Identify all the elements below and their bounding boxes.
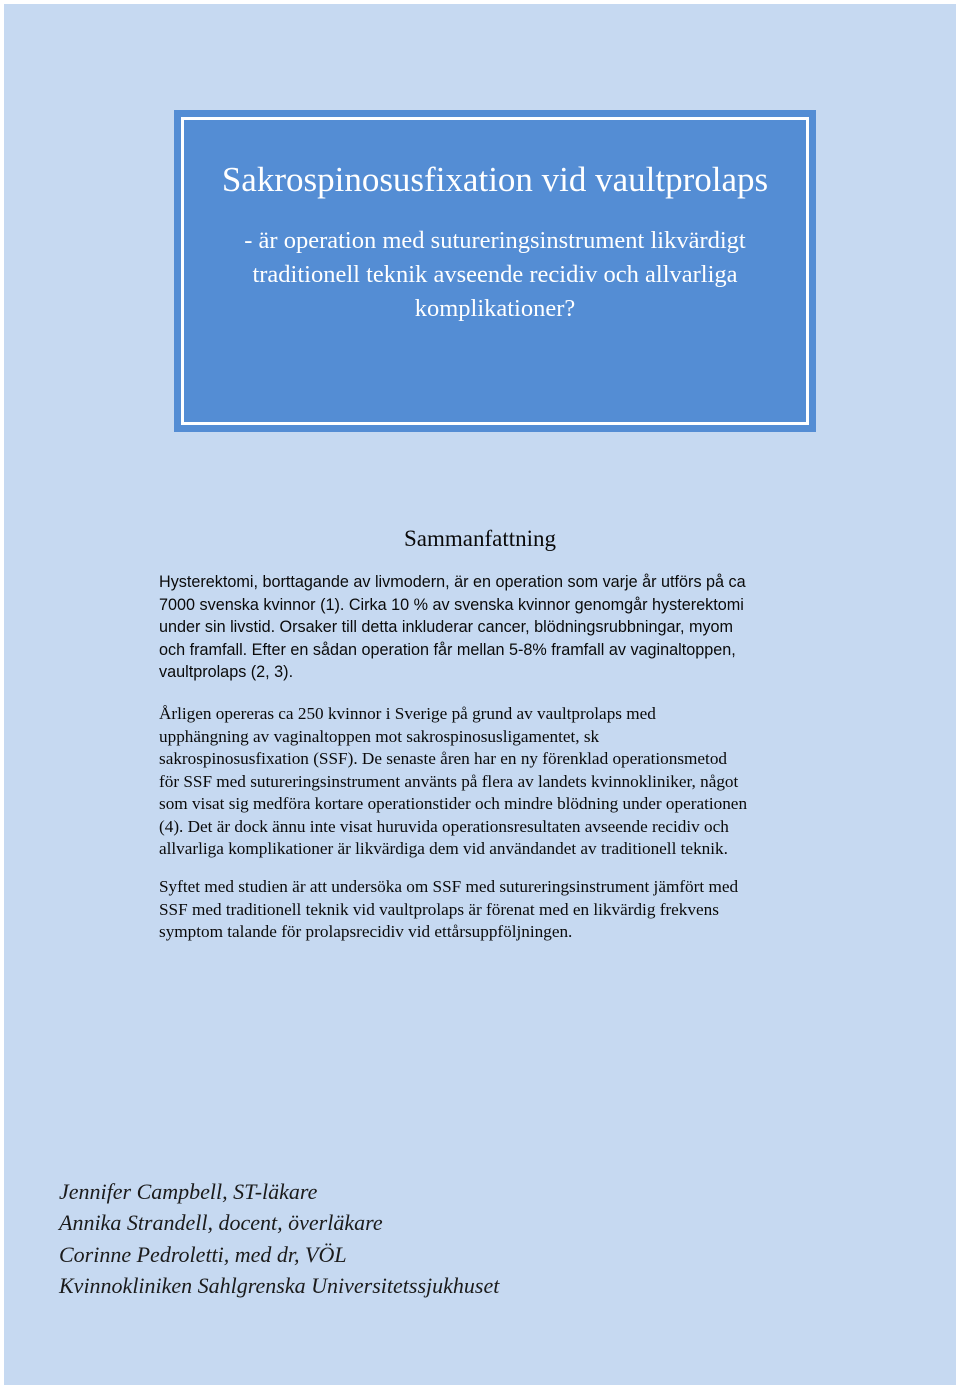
section-heading: Sammanfattning bbox=[403, 526, 557, 551]
document-subtitle bbox=[184, 224, 806, 326]
paragraph-line: (4). Det är dock ännu inte visat huruvida operationsresultaten avseende recidiv och bbox=[159, 816, 729, 836]
paragraph-line: Syftet med studien är att undersöka om SSF med sutureringsinstrument jämfört med bbox=[159, 877, 739, 896]
paragraph-line: Hysterektomi, borttagande av livmodern, är en operation som varje år utförs på ca bbox=[159, 573, 746, 591]
summary-paragraph-2 bbox=[159, 703, 859, 861]
paragraph-line: vaultprolaps (2, 3). bbox=[159, 663, 294, 681]
paragraph-line: och framfall. Efter en sådan operation får mellan 5-8% framfall av vaginaltoppen, bbox=[159, 640, 736, 659]
subtitle-line: komplikationer? bbox=[414, 295, 576, 322]
paragraph-line: Årligen opereras ca 250 kvinnor i Sverige på grund av vaultprolaps med bbox=[159, 704, 656, 723]
paragraph-line: för SSF med sutureringsinstrument använts på flera av landets kvinnokliniker, något bbox=[159, 771, 739, 791]
author-list bbox=[59, 1176, 499, 1301]
subtitle-line: - är operation med sutureringsinstrument likvärdigt bbox=[244, 227, 746, 254]
paragraph-line: symptom talande för prolapsrecidiv vid ettårsuppföljningen. bbox=[159, 922, 573, 941]
document-title: Sakrospinosusfixation vid vaultprolaps bbox=[221, 160, 769, 199]
paragraph-line: allvarliga komplikationer är likvärdiga dem vid användandet av traditionell teknik. bbox=[159, 839, 728, 858]
paragraph-line: SSF med traditionell teknik vid vaultprolaps är förenat med en likvärdig frekvens bbox=[159, 899, 719, 919]
paragraph-line: som visat sig medföra kortare operationstider och mindre blödning under operationen bbox=[159, 794, 748, 813]
paragraph-line: sakrospinosusfixation (SSF). De senaste åren har en ny förenklad operationsmetod bbox=[159, 749, 728, 768]
subtitle-line: traditionell teknik avseende recidiv och allvarliga bbox=[252, 261, 738, 288]
summary-paragraph-1 bbox=[159, 571, 859, 684]
summary-paragraph-3 bbox=[159, 876, 859, 944]
paragraph-line: under sin livstid. Orsaker till detta inkluderar cancer, blödningsrubbningar, myom bbox=[159, 618, 734, 636]
author-line: Corinne Pedroletti, med dr, VÖL bbox=[59, 1241, 347, 1267]
title-box-inner-border bbox=[181, 117, 809, 425]
author-line: Jennifer Campbell, ST-läkare bbox=[59, 1179, 318, 1204]
affiliation-line: Kvinnokliniken Sahlgrenska Universitetssjukhuset bbox=[59, 1272, 500, 1298]
paragraph-line: 7000 svenska kvinnor (1). Cirka 10 % av svenska kvinnor genomgår hysterektomi bbox=[159, 595, 744, 614]
paragraph-line: upphängning av vaginaltoppen mot sakrospinosusligamentet, sk bbox=[159, 726, 600, 746]
title-box bbox=[174, 110, 816, 432]
author-line: Annika Strandell, docent, överläkare bbox=[59, 1210, 383, 1236]
